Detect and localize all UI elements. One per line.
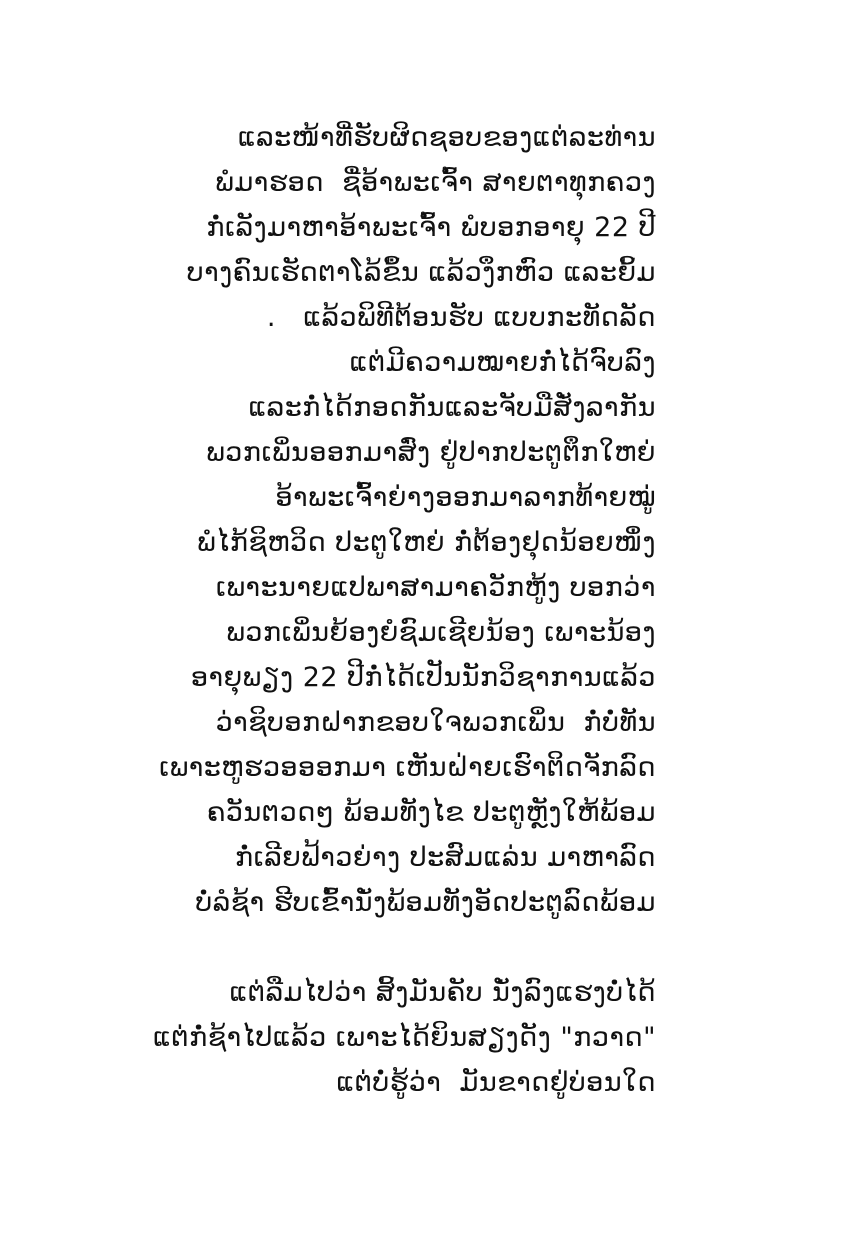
text-line: . ແລ້ວພິທີຕ້ອນຮັບ ແບບກະທັດລັດ <box>266 302 656 333</box>
text-line: ເພາະຫູຮວອອອກມາ ເຫັນຝ່າຍເຮົາຕິດຈັກລົດ <box>159 752 656 783</box>
text-line: ແລະກໍ່ໄດ້ກອດກັນແລະຈັບມືສັ່ງລາກັນ <box>248 392 656 423</box>
text-line: ຄວັນຕວດໆ ພ້ອມທັງໄຂ ປະຕູຫຼັງໃຫ້ພ້ອມ <box>206 797 656 828</box>
text-line: ອ້າພະເຈົ້າຍ່າງອອກມາລາກທ້າຍໝູ່ <box>275 482 656 513</box>
text-line: ແຕ່ບໍ່ຮູ້ວ່າ ມັນຂາດຢູ່ບ່ອນໃດ <box>336 1067 656 1098</box>
text-line: ບາງຄົນເຮັດຕາໂລ້ຂຶ້ນ ແລ້ວງຶກຫົວ ແລະຍິ້ມ <box>186 257 656 288</box>
text-line: ພໍໄກ້ຊິຫວິດ ປະຕູໃຫຍ່ ກໍ່ຕ້ອງຢຸດນ້ອຍໜຶ່ງ <box>197 527 656 558</box>
text-line: ພວກເພິ່ນຍ້ອງຍໍຊົມເຊີຍນ້ອງ ເພາະນ້ອງ <box>226 617 656 648</box>
text-line: ບໍ່ລໍຊ້າ ຮີບເຂົ້ານັ່ງພ້ອມທັງອັດປະຕູລົດພ້ອມ <box>195 887 656 918</box>
text-line: ກໍ່ເລັງມາຫາອ້າພະເຈົ້າ ພໍບອກອາຍຸ 22 ປີ <box>206 212 656 243</box>
text-line: ແຕ່ກໍ່ຊ້າໄປແລ້ວ ເພາະໄດ້ຍິນສຽງດັງ "ກວາດ" <box>153 1022 656 1053</box>
text-line: ພວກເພິ່ນອອກມາສົ່ງ ຢູ່ປາກປະຕູຕຶກໃຫຍ່ <box>206 437 656 468</box>
text-line: ເພາະນາຍແປພາສາມາຄວັກຫູ້ງ ບອກວ່າ <box>215 572 656 603</box>
text-line: ອາຍຸພຽງ 22 ປີກໍ່ໄດ້ເປັນນັກວິຊາການແລ້ວ <box>190 662 656 693</box>
text-line: ແລະໜ້າທີ່ຮັບຜິດຊອບຂອງແຕ່ລະທ່ານ <box>237 122 656 153</box>
text-line: ແຕ່ມີຄວາມໝາຍກໍ່ໄດ້ຈົບລົງ <box>349 347 656 378</box>
text-line: ພໍມາຮອດ ຊື່ອ້າພະເຈົ້າ ສາຍຕາທຸກຄວງ <box>215 167 656 198</box>
text-line: ກໍ່ເລີຍຟ້າວຍ່າງ ປະສົມແລ່ນ ມາຫາລົດ <box>234 842 656 873</box>
text-line: ວ່າຊິບອກຝາກຂອບໃຈພວກເພິ່ນ ກໍ່ບໍ່ທັນ <box>215 707 656 738</box>
text-line: ແຕ່ລືມໄປວ່າ ສິ້ງມັນຄັບ ນັ່ງລົງແຮງບໍ່ໄດ້ <box>229 977 656 1008</box>
